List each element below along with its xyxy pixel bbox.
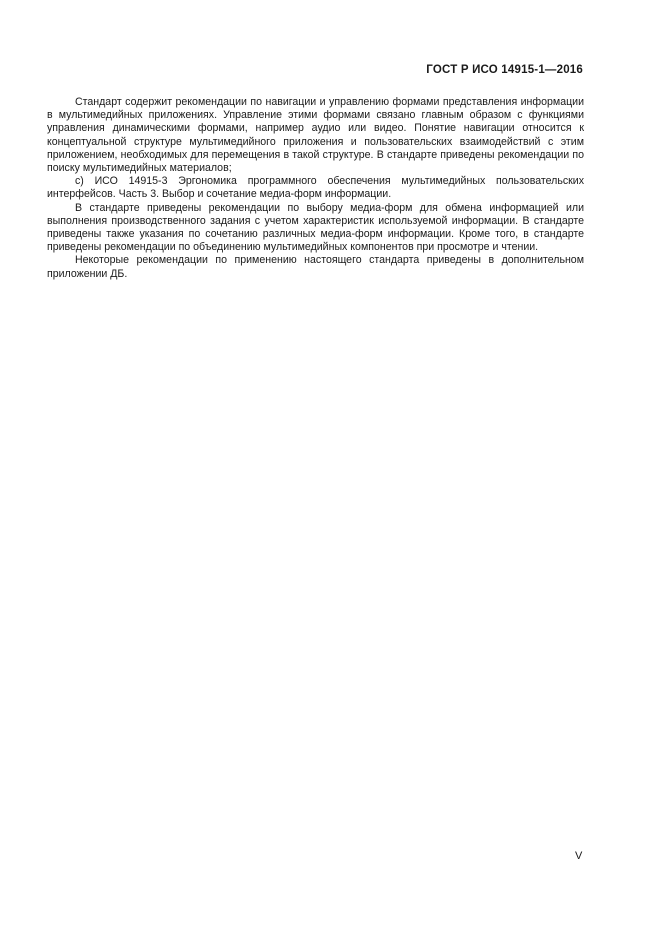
paragraph-navigation: Стандарт содержит рекомендации по навигации и управлению формами представления информации в мультимедийных приложениях. Управление этими формами связано главным образом с функциями управления динамическими формами, например аудио или видео. Понятие навигации относится к концептуальной структуре мультимедийного приложения и пользовательских взаимодействий с этим приложением, необходимых для перемещения в такой структуре. В стандарте приведены рекомендации по поиску мультимедийных материалов; (47, 96, 584, 175)
paragraph-media-selection: В стандарте приведены рекомендации по выбору медиа-форм для обмена информацией или выполнения производственного задания с учетом характеристик используемой информации. В стандарте приведены также указания по сочетанию различных медиа-форм информации. Кроме того, в стандарте приведены рекомендации по объединению мультимедийных компонентов при просмотре и чтении. (47, 201, 584, 254)
paragraph-annex-reference: Некоторые рекомендации по применению настоящего стандарта приведены в дополнительном приложении ДБ. (47, 254, 584, 280)
document-body (47, 96, 584, 281)
document-header: ГОСТ Р ИСО 14915-1—2016 (426, 64, 583, 76)
page-number: V (575, 850, 583, 862)
paragraph-iso-14915-3: с) ИСО 14915-3 Эргономика программного обеспечения мультимедийных пользовательских интерфейсов. Часть 3. Выбор и сочетание медиа-форм информации. (47, 175, 584, 201)
